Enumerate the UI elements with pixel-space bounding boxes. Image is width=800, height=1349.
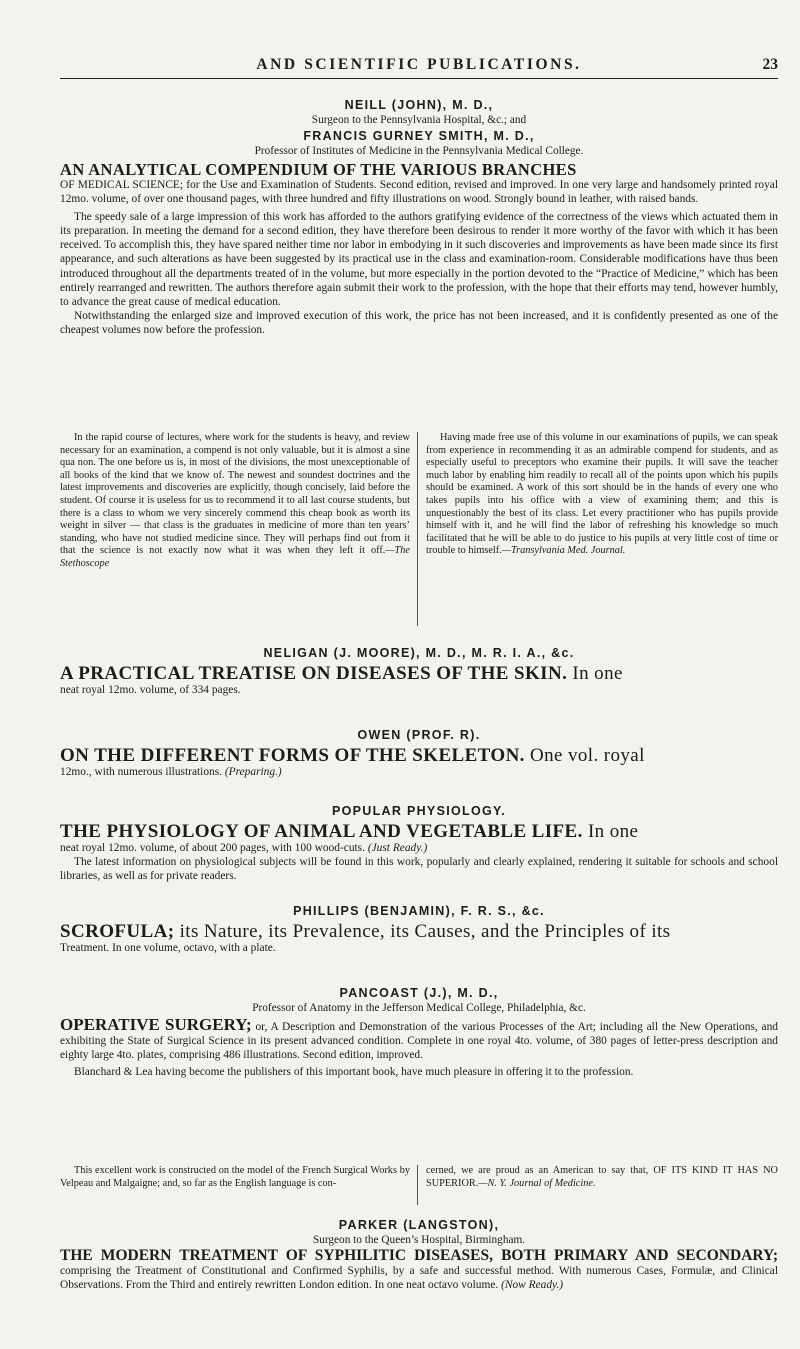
- book-title: ON THE DIFFERENT FORMS OF THE SKELETON.: [60, 745, 525, 766]
- book-title-line: [60, 664, 778, 683]
- column-divider: [417, 1165, 418, 1205]
- paragraph: Blanchard & Lea having become the publishers of this important book, have much pleasure in offering it to the profession.: [74, 1066, 634, 1079]
- book-description: comprising the Treatment of Constitutional and Confirmed Syphilis, by a safe and successful method. With numerous Cases, Formulæ, and Clinical Observations. From the Third and entirely rewritten London edition. In one neat octavo volume.: [60, 1265, 778, 1292]
- author-affiliation: Surgeon to the Queen’s Hospital, Birmingham.: [312, 1234, 526, 1246]
- review-columns: [60, 1165, 778, 1209]
- book-title: SCROFULA;: [60, 921, 175, 942]
- author-name: NELIGAN (J. MOORE), M. D., M. R. I. A., &c.: [263, 646, 575, 660]
- section-heading: POPULAR PHYSIOLOGY.: [331, 804, 507, 818]
- review-source: —The Stethoscope: [60, 545, 410, 569]
- author-name: OWEN (PROF. R).: [357, 728, 481, 742]
- paragraph: Notwithstanding the enlarged size and improved execution of this work, the price has not been increased, and it is confidently presented as one of the cheapest volumes now before the profession.: [60, 309, 778, 336]
- book-description: neat royal 12mo. volume, of 334 pages.: [60, 684, 241, 696]
- coauthor-affiliation: Professor of Institutes of Medicine in the Pennsylvania Medical College.: [254, 145, 584, 157]
- book-description: Treatment. In one volume, octavo, with a plate.: [60, 942, 276, 954]
- book-title: OPERATIVE SURGERY;: [60, 1015, 252, 1034]
- book-description: 12mo., with numerous illustrations.: [60, 766, 222, 778]
- book-title: AN ANALYTICAL COMPENDIUM OF THE VARIOUS BRANCHES: [60, 160, 577, 179]
- entry-phillips: [60, 904, 778, 955]
- book-title: THE MODERN TREATMENT OF SYPHILITIC DISEASES, BOTH PRIMARY AND SECONDARY;: [60, 1247, 778, 1264]
- author-name: PHILLIPS (BENJAMIN), F. R. S., &c.: [293, 904, 545, 918]
- book-title-line: [60, 922, 778, 941]
- book-title: THE PHYSIOLOGY OF ANIMAL AND VEGETABLE LIFE.: [60, 821, 583, 842]
- author-affiliation: Professor of Anatomy in the Jefferson Medical College, Philadelphia, &c.: [252, 1002, 586, 1014]
- entry-pancoast: [60, 986, 778, 1079]
- author-name: PARKER (LANGSTON),: [338, 1218, 500, 1232]
- review-columns: [60, 432, 778, 632]
- book-description-line: [60, 841, 778, 855]
- column-divider: [417, 432, 418, 626]
- running-head-title: AND SCIENTIFIC PUBLICATIONS.: [256, 56, 582, 73]
- book-title-tail: One vol. royal: [530, 745, 645, 766]
- review-quote-left: In the rapid course of lectures, where work for the students is heavy, and review necessary for an examination, a compend is not only valuable, but it is almost a sine qua non. The one before us is, in most of the divisions, the most unexceptionable of all books of the kind that we know of. The newest and soundest doctrines and the latest improvements and discoveries are explicitly, though concisely, laid before the student. Of course it is useless for us to recommend it to all last course students, but there is a class to whom we very sincerely commend this cheap book as worth its weight in silver — that class is the graduates in medicine of more than ten years’ standing, who have not studied medicine since. They will perhaps find out from it that the science is not exactly now what it was when they left it off.—The Stethoscope: [60, 432, 410, 569]
- book-entry-text: [60, 1249, 778, 1292]
- review-quote-right: cerned, we are proud as an American to say that, OF ITS KIND IT HAS NO SUPERIOR.—N. Y. Journal of Medicine.: [426, 1165, 778, 1189]
- book-title-line: [60, 822, 778, 841]
- review-source: —Transylvania Med. Journal.: [501, 545, 626, 557]
- author-name: PANCOAST (J.), M. D.,: [339, 986, 499, 1000]
- book-title-line: [60, 746, 778, 765]
- paragraph: The latest information on physiological subjects will be found in this work, popularly and clearly explained, rendering it suitable for schools and school libraries, as well as for private readers.: [60, 856, 778, 883]
- book-title-tail: In one: [572, 663, 623, 684]
- entry-owen: [60, 728, 778, 779]
- book-description: or, A Description and Demonstration of the various Processes of the Art; including all the New Operations, and exhibiting the State of Surgical Science in its present advanced condition. Complete in one royal 4to. volume, of 380 pages of letter-press description and eighty large 4to. plates, comprising 486 illustrations. Second edition, improved.: [60, 1021, 778, 1062]
- author-name: NEILL (JOHN), M. D.,: [344, 98, 494, 112]
- entry-parker: [60, 1218, 778, 1292]
- review-quote-left: This excellent work is constructed on the model of the French Surgical Works by Velpeau and Malgaigne; and, so far as the English language is con-: [60, 1165, 410, 1189]
- book-title-rest: its Nature, its Prevalence, its Causes, and the Principles of its: [179, 921, 671, 942]
- book-title: A PRACTICAL TREATISE ON DISEASES OF THE SKIN.: [60, 663, 568, 684]
- entry-popular-physiology: [60, 804, 778, 883]
- review-source: —N. Y. Journal of Medicine.: [478, 1177, 596, 1189]
- book-description: OF MEDICAL SCIENCE; for the Use and Examination of Students. Second edition, revised and improved. In one very large and handsomely printed royal 12mo. volume, of over one thousand pages, with three hundred and fifty illustrations on wood. Strongly bound in leather, with raised bands.: [60, 179, 778, 206]
- review-quote-right: Having made free use of this volume in our examinations of pupils, we can speak from experience in recommending it as an admirable compend for students, and as especially useful to preceptors who examine their pupils. It will save the teacher much labor by enabling him readily to recall all of the points upon which his pupils should be examined. A work of this sort should be in the hands of every one who takes pupils into his office with a view of examining them; and this is unquestionably the best of its class. Let every practitioner who has pupils provide himself with it, and he will find the labor of refreshing his knowledge so much facilitated that he will be able to do justice to his pupils at very little cost of time or trouble to himself.—Transylvania Med. Journal.: [426, 432, 778, 557]
- coauthor-name: FRANCIS GURNEY SMITH, M. D.,: [303, 129, 535, 143]
- book-description: neat royal 12mo. volume, of about 200 pages, with 100 wood-cuts.: [60, 842, 365, 854]
- entry-neligan: [60, 646, 778, 697]
- book-title-tail: In one: [587, 821, 639, 842]
- running-head: [60, 56, 778, 79]
- author-affiliation: Surgeon to the Pennsylvania Hospital, &c.; and: [311, 114, 527, 126]
- book-description-line: [60, 765, 778, 779]
- publication-status: (Now Ready.): [501, 1279, 564, 1292]
- entry-neill: [60, 98, 778, 337]
- publication-status: (Preparing.): [224, 766, 282, 778]
- page-number: 23: [762, 56, 778, 73]
- paragraph: The speedy sale of a large impression of this work has afforded to the authors gratifying evidence of the correctness of the views which actuated them in its preparation. In meeting the demand for a second edition, they have therefore been desirous to render it more worthy of the favor with which it has been received. To accomplish this, they have spared neither time nor labor in embodying in it such discoveries and improvements as have been made since its first appearance, and such alterations as have been suggested by its practical use in the class and examination-room. Considerable modifications have thus been introduced throughout all the departments treated of in the volume, but more especially in the portion devoted to the “Practice of Medicine,” which has been entirely rearranged and rewritten. The authors therefore again submit their work to the profession, with the hope that their efforts may tend, however humbly, to advance the great cause of medical education.: [60, 211, 778, 308]
- publication-status: (Just Ready.): [367, 842, 428, 854]
- book-entry-text: [60, 1015, 778, 1062]
